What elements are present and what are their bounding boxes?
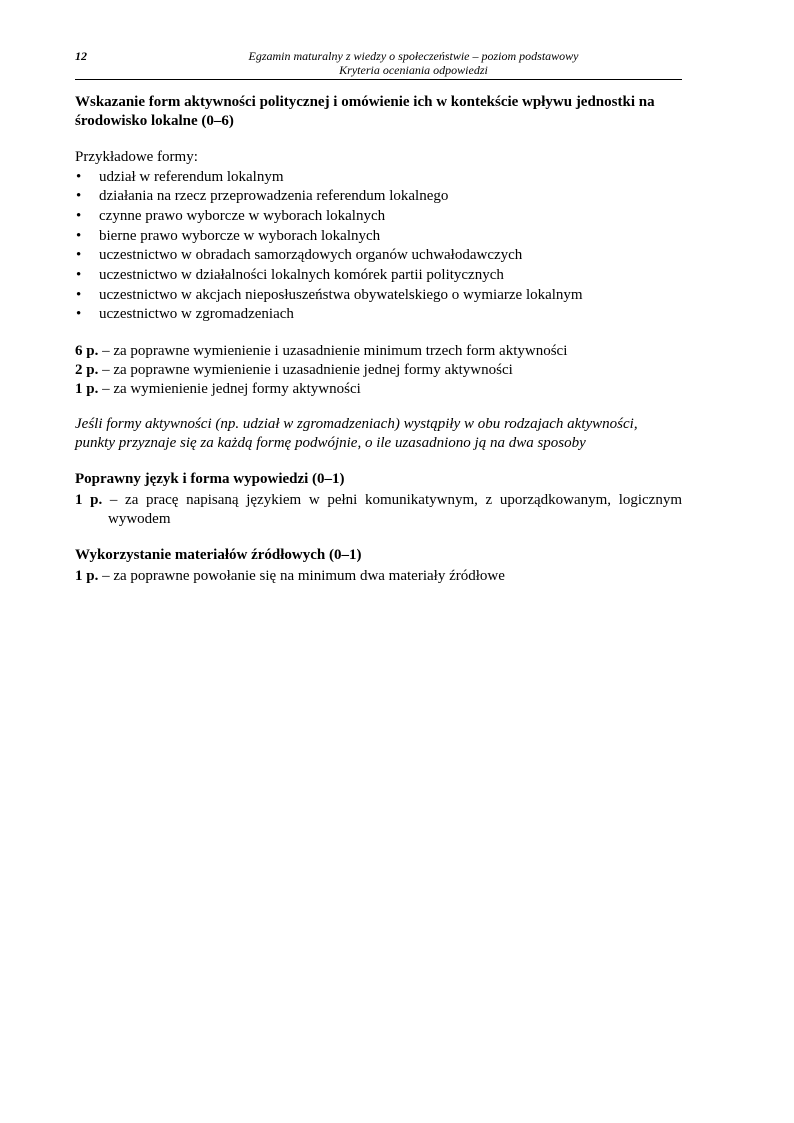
- score-line-6: [75, 342, 682, 361]
- section-title-language: Poprawny język i forma wypowiedzi (0–1): [75, 471, 345, 488]
- score-description: – za poprawne wymienienie i uzasadnienie jednej formy aktywności: [98, 362, 513, 379]
- list-item-text: czynne prawo wyborcze w wyborach lokalnych: [99, 207, 386, 224]
- score-points: 1 p.: [75, 492, 103, 509]
- score-points: 6 p.: [75, 343, 99, 360]
- activity-forms-list: [75, 168, 682, 326]
- score-description: – za pracę napisaną językiem w pełni komunikatywnym, z uporządkowanym, logicznym wywodem: [102, 492, 683, 528]
- bullet-icon: •: [76, 227, 82, 244]
- scoring-note-line2: punkty przyznaje się za każdą formę podwójnie, o ile uzasadniono ją na dwa sposoby: [75, 435, 586, 452]
- score-points: 1 p.: [75, 568, 99, 585]
- section-title-political-activity: Wskazanie form aktywności politycznej i omówienie ich w kontekście wpływu jednostki na środowisko lokalne (0–6): [75, 94, 655, 129]
- section-title-sources: Wykorzystanie materiałów źródłowych (0–1): [75, 547, 362, 564]
- score-line-1: [75, 380, 682, 399]
- score-points: 2 p.: [75, 362, 99, 379]
- scoring-criteria: [75, 342, 682, 399]
- scoring-note: [75, 415, 682, 453]
- bullet-icon: •: [76, 207, 82, 224]
- list-item-text: udział w referendum lokalnym: [99, 168, 284, 185]
- page-number: 12: [75, 49, 87, 63]
- list-item: [75, 305, 682, 325]
- list-item-text: uczestnictwo w akcjach nieposłuszeństwa obywatelskiego o wymiarze lokalnym: [99, 286, 583, 303]
- list-item: [75, 207, 682, 227]
- scoring-note-line1: Jeśli formy aktywności (np. udział w zgromadzeniach) wystąpiły w obu rodzajach aktywności,: [75, 416, 638, 433]
- header-exam-title: Egzamin maturalny z wiedzy o społeczeństwie – poziom podstawowy: [248, 49, 579, 63]
- examples-intro: Przykładowe formy:: [75, 149, 198, 165]
- document-page: [75, 48, 682, 586]
- bullet-icon: •: [76, 267, 82, 284]
- bullet-icon: •: [76, 286, 82, 303]
- header-title-block: [145, 49, 682, 77]
- bullet-icon: •: [76, 168, 82, 185]
- list-item: [75, 187, 682, 207]
- list-item-text: uczestnictwo w zgromadzeniach: [99, 306, 294, 323]
- list-item-text: uczestnictwo w obradach samorządowych organów uchwałodawczych: [99, 247, 523, 264]
- list-item: [75, 266, 682, 286]
- score-description: – za poprawne wymienienie i uzasadnienie minimum trzech form aktywności: [98, 343, 568, 360]
- page-header: [75, 48, 682, 80]
- bullet-icon: •: [76, 247, 82, 264]
- sources-criterion: [75, 567, 682, 586]
- score-description: – za wymienienie jednej formy aktywności: [98, 381, 361, 398]
- score-line-2: [75, 361, 682, 380]
- list-item-text: uczestnictwo w działalności lokalnych komórek partii politycznych: [99, 267, 504, 284]
- list-item: [75, 246, 682, 266]
- list-item-text: bierne prawo wyborcze w wyborach lokalnych: [99, 227, 381, 244]
- bullet-icon: •: [76, 306, 82, 323]
- bullet-icon: •: [76, 188, 82, 205]
- header-subtitle: Kryteria oceniania odpowiedzi: [339, 63, 488, 77]
- list-item: [75, 286, 682, 306]
- list-item-text: działania na rzecz przeprowadzenia referendum lokalnego: [99, 188, 449, 205]
- list-item: [75, 168, 682, 188]
- list-item: [75, 227, 682, 247]
- score-description: – za poprawne powołanie się na minimum dwa materiały źródłowe: [98, 568, 505, 585]
- language-criterion: [75, 491, 682, 529]
- score-points: 1 p.: [75, 381, 99, 398]
